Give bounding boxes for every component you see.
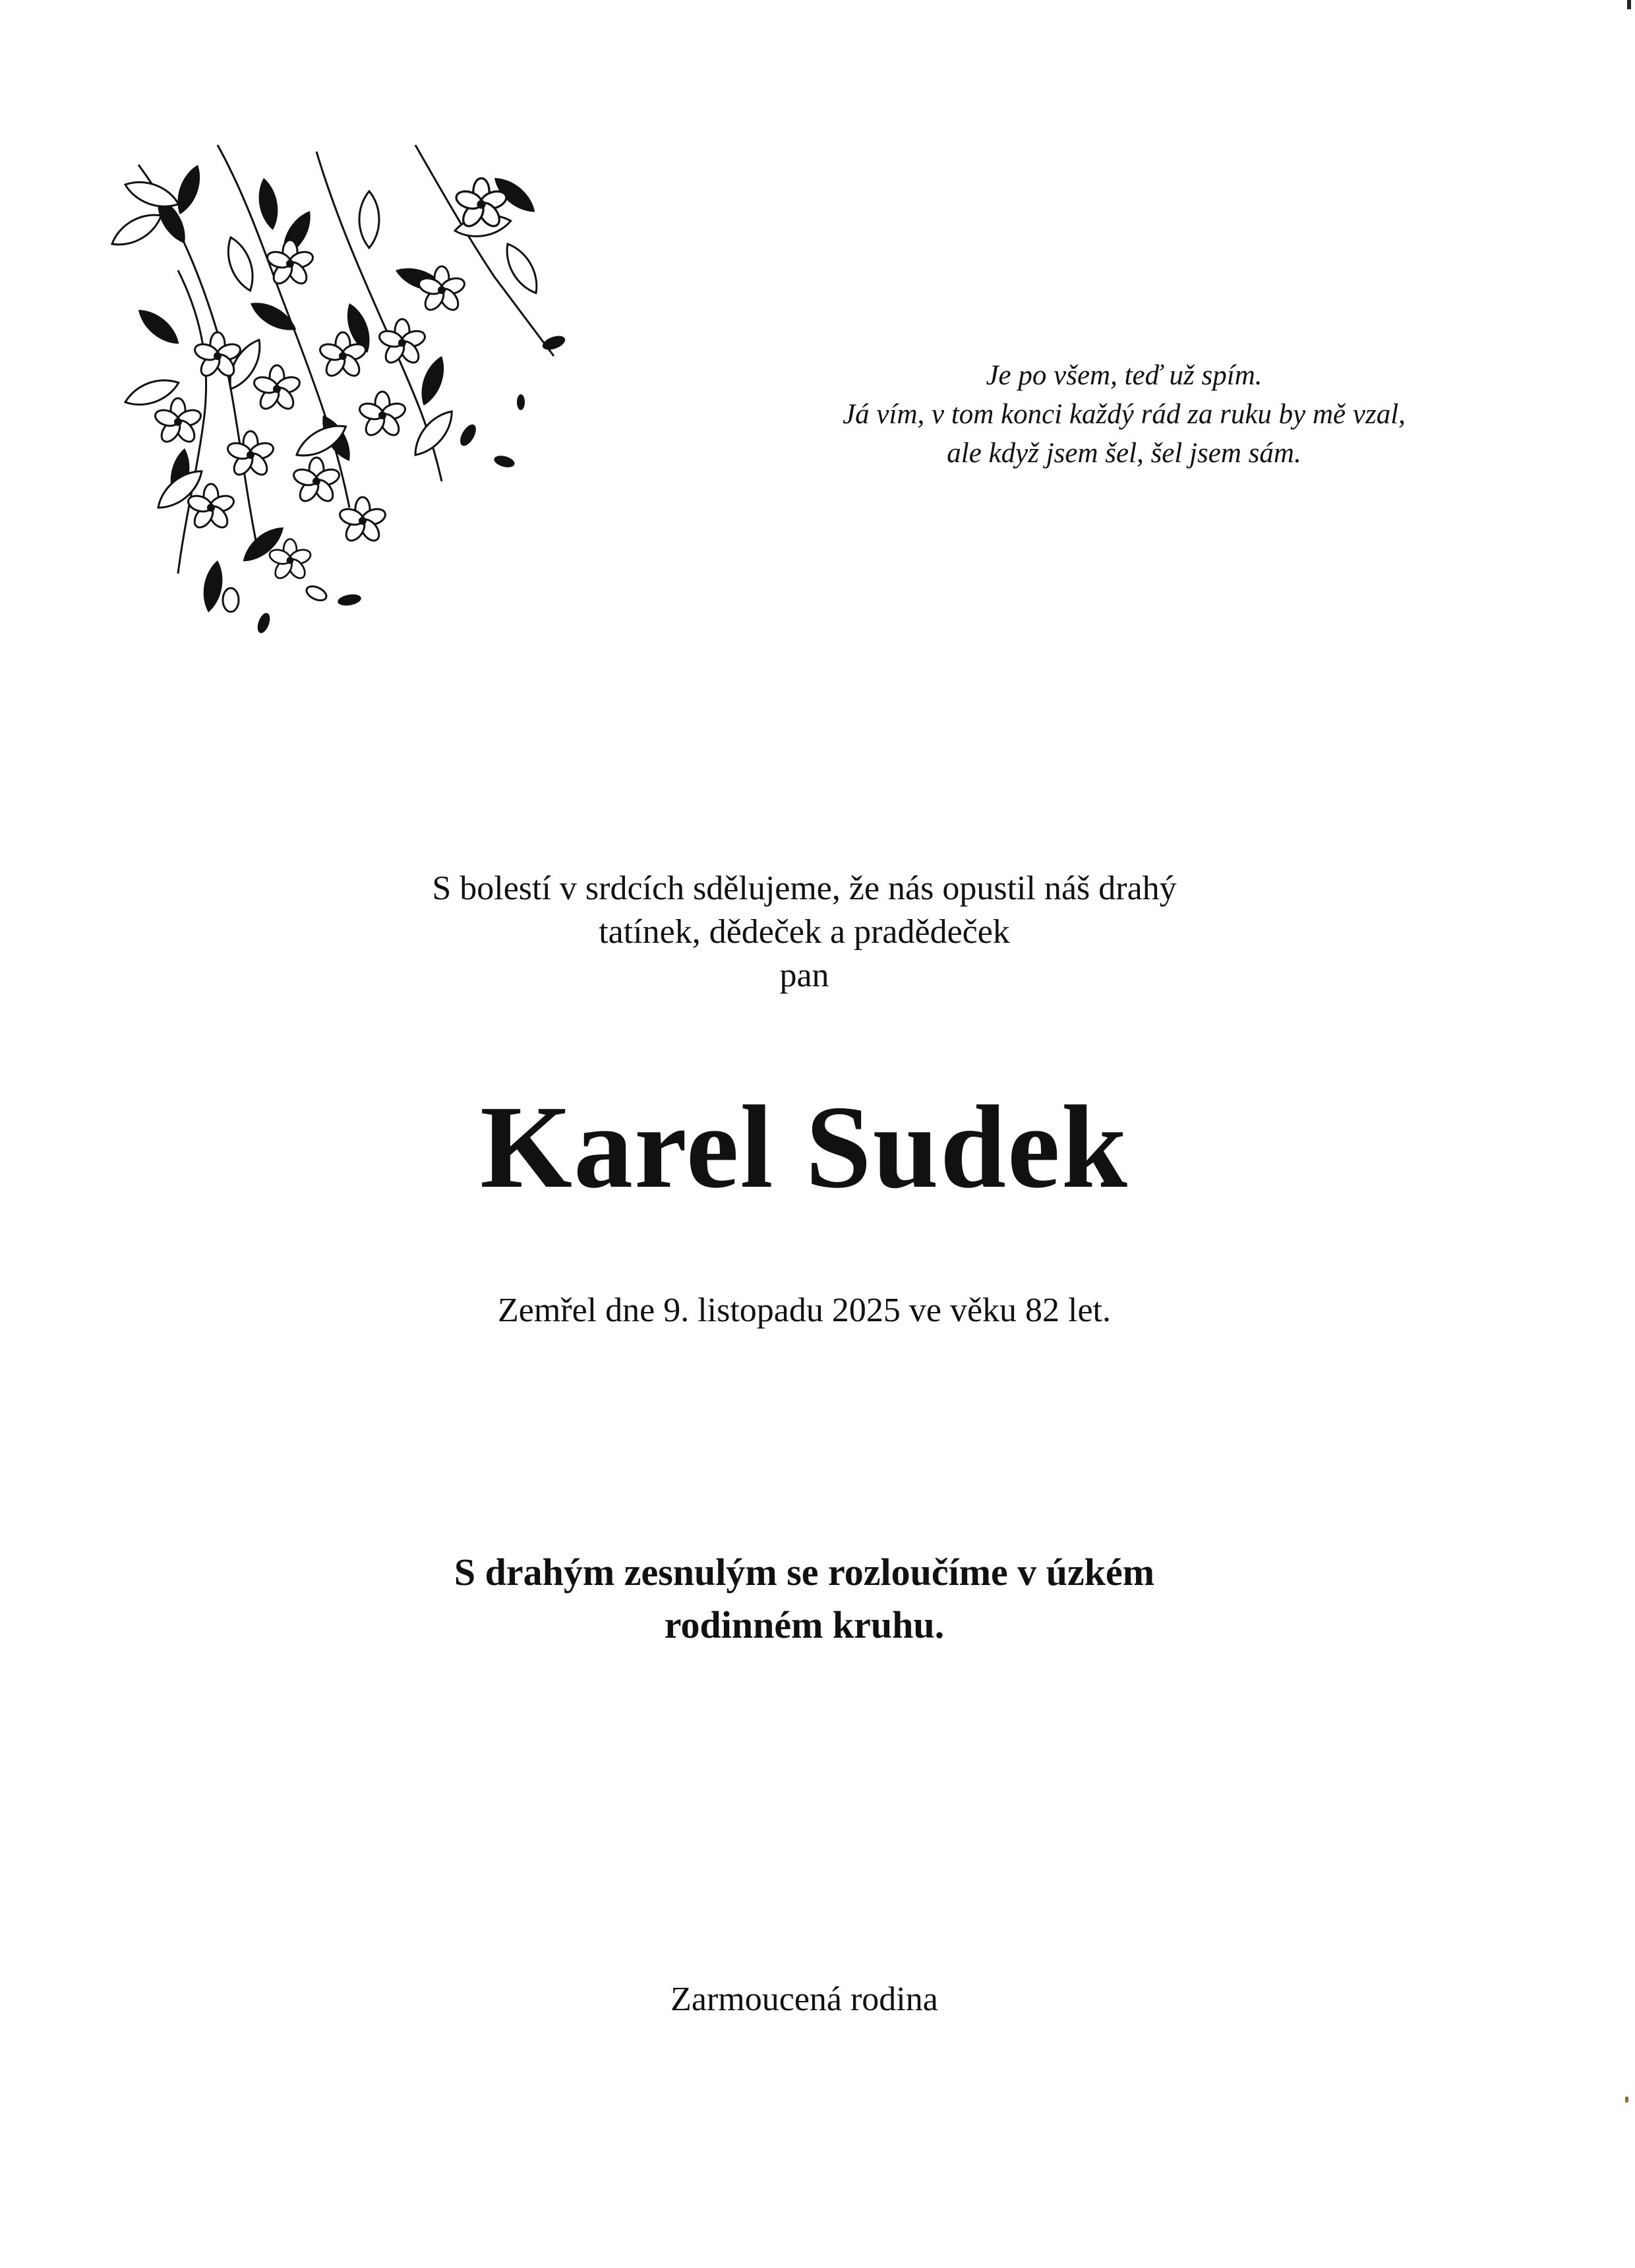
- intro-line: tatínek, dědeček a pradědeček: [599, 913, 1010, 951]
- death-date-line: Zemřel dne 9. listopadu 2025 ve věku 82 let.: [497, 1292, 1111, 1329]
- poem-line: ale když jsem šel, šel jsem sám.: [947, 438, 1301, 469]
- poem-line: Já vím, v tom konci každý rád za ruku by mě vzal,: [843, 399, 1406, 430]
- announcement-intro: [218, 867, 1391, 998]
- scan-speck: [1625, 2097, 1628, 2103]
- farewell-line: rodinném kruhu.: [664, 1603, 945, 1646]
- deceased-name: Karel Sudek: [480, 1081, 1129, 1212]
- scan-mark: [1627, 0, 1631, 9]
- family-signature: Zarmoucená rodina: [670, 1981, 938, 2018]
- floral-ornament-icon: [99, 138, 587, 646]
- farewell-notice: [218, 1546, 1391, 1652]
- intro-line: S bolestí v srdcích sdělujeme, že nás opustil náš drahý: [432, 870, 1177, 907]
- poem-line: Je po všem, teď už spím.: [986, 360, 1263, 391]
- farewell-line: S drahým zesnulým se rozloučíme v úzkém: [454, 1551, 1155, 1594]
- intro-line: pan: [779, 957, 829, 994]
- poem-quote: [745, 356, 1503, 473]
